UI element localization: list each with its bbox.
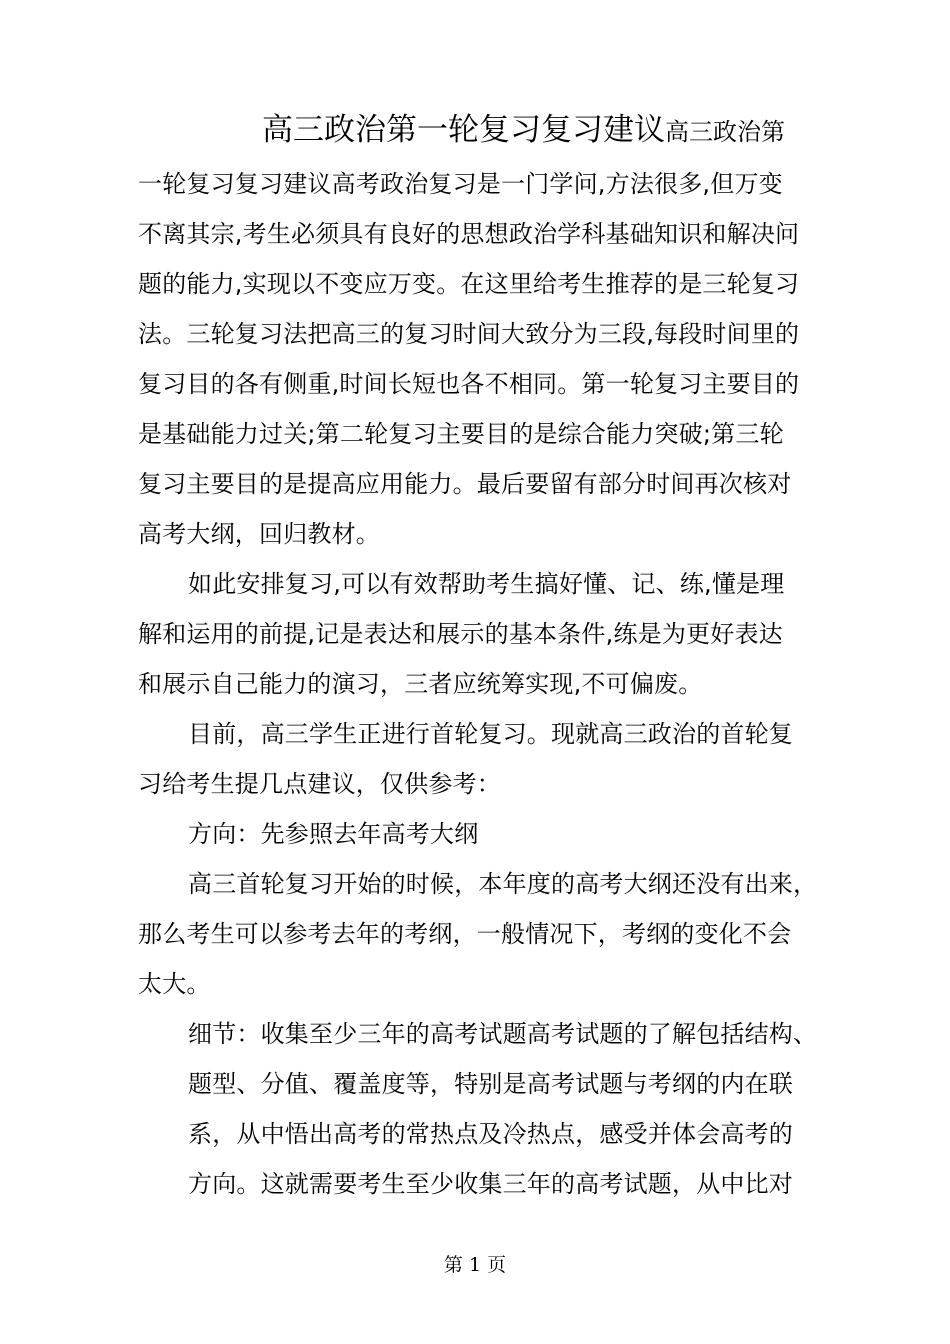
body-line: 不离其宗,考生必须具有良好的思想政治学科基础知识和解决问	[138, 220, 800, 248]
body-line: 太大。	[138, 970, 211, 998]
body-line: 法。三轮复习法把高三的复习时间大致分为三段,每段时间里的	[138, 320, 800, 348]
body-line: 是基础能力过关;第二轮复习主要目的是综合能力突破;第三轮	[138, 420, 784, 448]
body-line: 目前，高三学生正进行首轮复习。现就高三政治的首轮复	[188, 720, 793, 748]
body-line: 题型、分值、覆盖度等，特别是高考试题与考纲的内在联	[188, 1070, 793, 1098]
body-line: 细节：收集至少三年的高考试题高考试题的了解包括结构、	[188, 1020, 818, 1048]
body-line: 高三首轮复习开始的时候，本年度的高考大纲还没有出来，	[188, 870, 818, 898]
body-line: 题的能力,实现以不变应万变。在这里给考生推荐的是三轮复习	[138, 270, 800, 298]
body-line: 那么考生可以参考去年的考纲，一般情况下，考纲的变化不会	[138, 920, 792, 948]
body-line: 方向。这就需要考生至少收集三年的高考试题，从中比对	[188, 1170, 793, 1198]
body-line: 系，从中悟出高考的常热点及冷热点，感受并体会高考的	[188, 1120, 793, 1148]
body-line: 和展示自己能力的演习，三者应统筹实现,不可偏废。	[138, 670, 703, 698]
body-line: 复习主要目的是提高应用能力。最后要留有部分时间再次核对	[138, 470, 792, 498]
body-line: 如此安排复习,可以有效帮助考生搞好懂、记、练,懂是理	[188, 570, 785, 598]
body-line: 习给考生提几点建议，仅供参考：	[138, 770, 501, 798]
title-continuation: 高三政治第	[665, 118, 785, 146]
document-title: 高三政治第一轮复习复习建议	[262, 112, 665, 148]
page-number: 第 1 页	[443, 1254, 507, 1276]
body-line: 解和运用的前提,记是表达和展示的基本条件,练是为更好表达	[138, 620, 783, 648]
section-heading: 方向：先参照去年高考大纲	[188, 820, 479, 848]
body-line: 复习目的各有侧重,时间长短也各不相同。第一轮复习主要目的	[138, 370, 800, 398]
body-line: 高考大纲，回归教材。	[138, 520, 380, 548]
title-line	[262, 108, 862, 152]
body-line: 一轮复习复习建议高考政治复习是一门学问,方法很多,但万变	[138, 170, 783, 198]
